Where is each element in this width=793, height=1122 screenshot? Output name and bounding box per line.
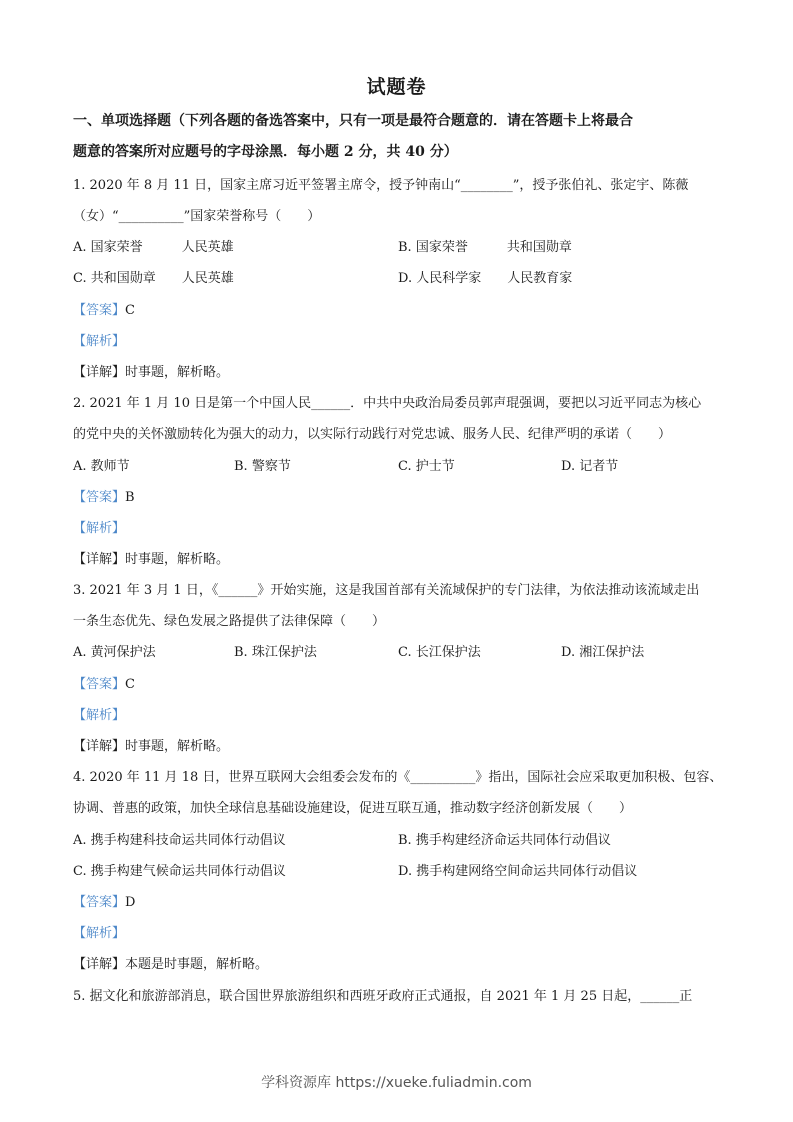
question-3-option-c: C. 长江保护法 <box>398 645 481 660</box>
question-3-option-a: A. 黄河保护法 <box>73 645 156 660</box>
question-1-option-c: C. 共和国勋章 人民英雄 <box>73 271 234 286</box>
question-4-analysis-label: 【解析】 <box>73 926 126 941</box>
question-4-line1: 4. 2020 年 11 月 18 日，世界互联网大会组委会发布的《__________》指出，国际社会应采取更加积极、包容、 <box>73 770 723 785</box>
question-1-line2: （女）“__________”国家荣誉称号（ ） <box>73 209 321 224</box>
question-2-option-d: D. 记者节 <box>561 459 619 474</box>
question-1-option-a: A. 国家荣誉 人民英雄 <box>73 240 234 255</box>
page-title: 试题卷 <box>366 76 427 98</box>
question-2-option-c: C. 护士节 <box>398 459 455 474</box>
question-5-line1: 5. 据文化和旅游部消息，联合国世界旅游组织和西班牙政府正式通报，自 2021 年 1 月 25 日起，______正 <box>73 989 693 1004</box>
question-4-answer <box>73 891 723 910</box>
question-2-detail: 【详解】时事题，解析略。 <box>73 552 230 567</box>
question-2-line1: 2. 2021 年 1 月 10 日是第一个中国人民______．中共中央政治局委员郭声琨强调，要把以习近平同志为核心 <box>73 396 702 411</box>
answer-label: 【答案】 <box>73 303 126 318</box>
question-3-analysis-label: 【解析】 <box>73 708 126 723</box>
question-2-answer <box>73 486 723 505</box>
question-4-option-b: B. 携手构建经济命运共同体行动倡议 <box>398 833 611 848</box>
answer-label: 【答案】 <box>73 677 126 692</box>
question-3-line1: 3. 2021 年 3 月 1 日，《______》开始实施，这是我国首部有关流域保护的专门法律，为依法推动该流域走出 <box>73 583 700 598</box>
question-4-line2: 协调、普惠的政策，加快全球信息基础设施建设，促进互联互通，推动数字经济创新发展（ ） <box>73 801 633 816</box>
question-1-detail: 【详解】时事题，解析略。 <box>73 365 230 380</box>
question-2-line2: 的党中央的关怀激励转化为强大的动力，以实际行动践行对党忠诚、服务人民、纪律严明的承诺（ ） <box>73 427 672 442</box>
section-heading-line2: 题意的答案所对应题号的字母涂黑．每小题 2 分，共 40 分） <box>73 144 458 160</box>
question-4-option-a: A. 携手构建科技命运共同体行动倡议 <box>73 833 286 848</box>
question-3-option-d: D. 湘江保护法 <box>561 645 645 660</box>
footer-watermark: 学科资源库 https://xueke.fuliadmin.com <box>261 1075 532 1091</box>
question-4-detail: 【详解】本题是时事题，解析略。 <box>73 957 269 972</box>
question-1-analysis-label: 【解析】 <box>73 334 126 349</box>
question-1-option-b: B. 国家荣誉 共和国勋章 <box>398 240 572 255</box>
question-3-detail: 【详解】时事题，解析略。 <box>73 739 230 754</box>
question-4-option-d: D. 携手构建网络空间命运共同体行动倡议 <box>398 864 638 879</box>
question-1-line1: 1. 2020 年 8 月 11 日，国家主席习近平签署主席令，授予钟南山“________”，授予张伯礼、张定宇、陈薇 <box>73 178 689 193</box>
question-1-option-d: D. 人民科学家 人民教育家 <box>398 271 573 286</box>
answer-value: B <box>125 490 135 505</box>
section-heading-line1: 一、单项选择题（下列各题的备选答案中，只有一项是最符合题意的．请在答题卡上将最合 <box>73 113 633 129</box>
question-2-option-b: B. 警察节 <box>234 459 291 474</box>
question-1-answer <box>73 299 723 318</box>
question-3-line2: 一条生态优先、绿色发展之路提供了法律保障（ ） <box>73 614 386 629</box>
answer-value: D <box>125 895 136 910</box>
answer-value: C <box>125 677 135 692</box>
question-3-answer <box>73 673 723 692</box>
answer-label: 【答案】 <box>73 895 126 910</box>
answer-value: C <box>125 303 135 318</box>
question-4-option-c: C. 携手构建气候命运共同体行动倡议 <box>73 864 286 879</box>
answer-label: 【答案】 <box>73 490 126 505</box>
question-2-option-a: A. 教师节 <box>73 459 130 474</box>
question-3-option-b: B. 珠江保护法 <box>234 645 317 660</box>
question-2-analysis-label: 【解析】 <box>73 521 126 536</box>
